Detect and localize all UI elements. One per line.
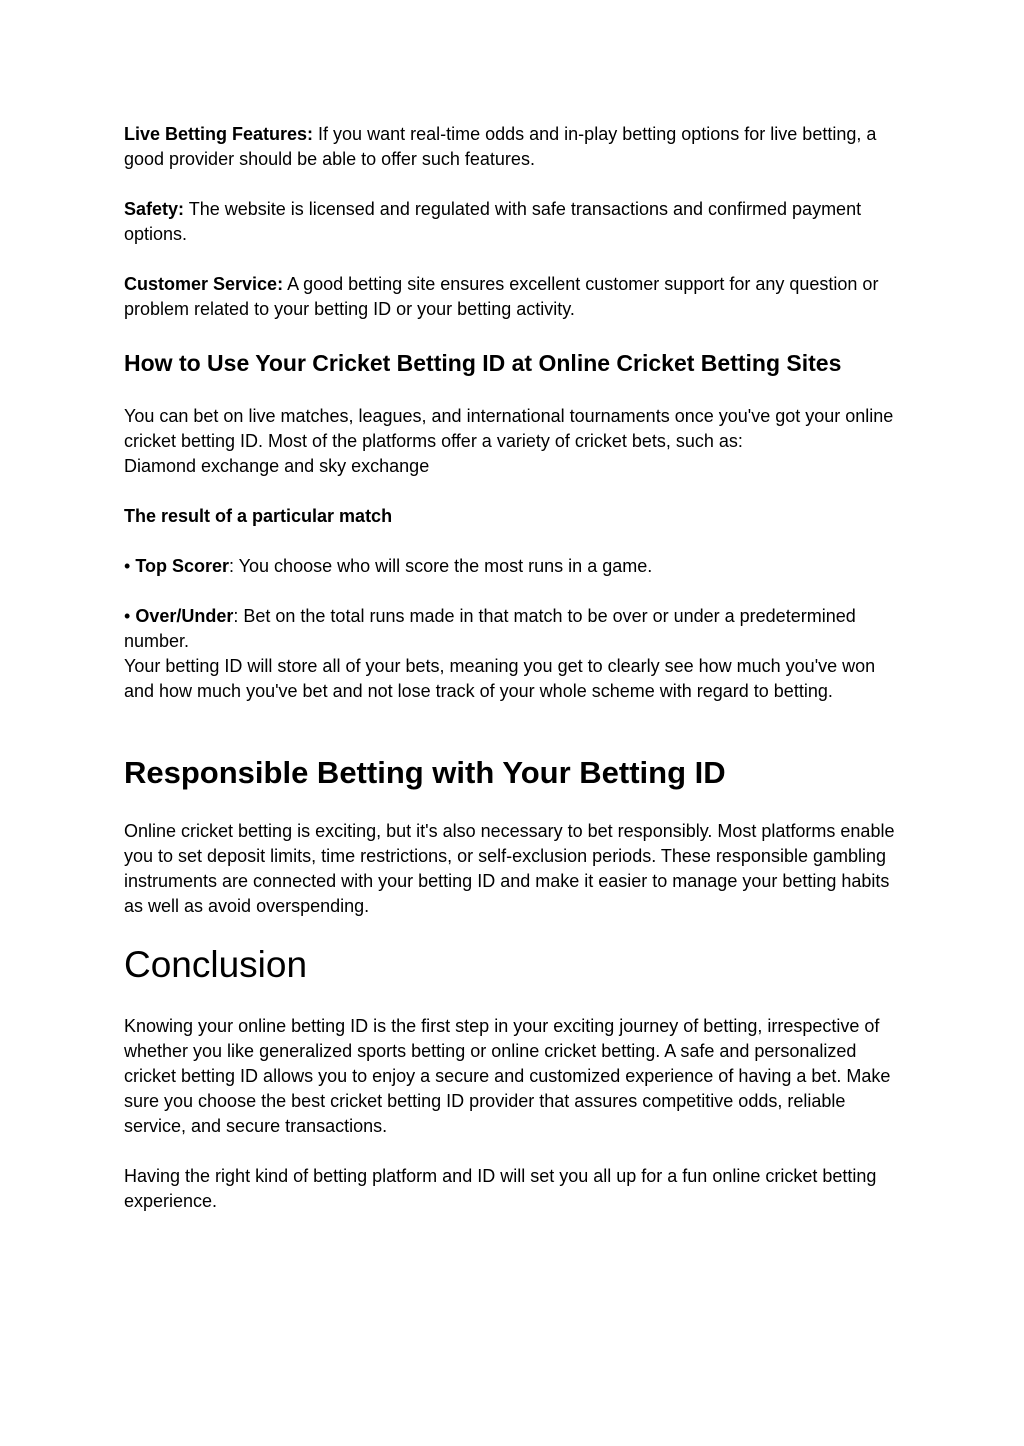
feature-customer-service (124, 272, 904, 322)
how-intro-exchanges: Diamond exchange and sky exchange (124, 456, 430, 476)
how-closing-paragraph: Your betting ID will store all of your bets, meaning you get to clearly see how much you've won and how much you've bet and not lose track of your whole scheme with regard to betting. (124, 656, 876, 701)
how-intro-text: You can bet on live matches, leagues, and international tournaments once you've got your online cricket betting ID. Most of the platforms offer a variety of cricket bets, such as: (124, 406, 894, 451)
how-intro-paragraph (124, 404, 904, 479)
conclusion-paragraph-1: Knowing your online betting ID is the first step in your exciting journey of betting, irrespective of whether you like generalized sports betting or online cricket betting. A safe and personalized cricket betting ID allows you to enjoy a secure and customized experience of having a bet. Make sure you choose the best cricket betting ID provider that assures competitive odds, reliable service, and secure transactions. (124, 1016, 891, 1136)
feature-label: Live Betting Features: (124, 124, 314, 144)
feature-text: If you want real-time odds and in-play betting options for live betting, a good provider should be able to offer such features. (124, 124, 877, 169)
bullet-label: Top Scorer (135, 556, 229, 576)
heading-how-to-use: How to Use Your Cricket Betting ID at Online Cricket Betting Sites (124, 350, 842, 376)
bullet-text: : You choose who will score the most runs in a game. (229, 556, 653, 576)
bullet-label: Over/Under (135, 606, 234, 626)
bullet-over-under (124, 604, 904, 654)
feature-label: Customer Service: (124, 274, 284, 294)
bullet-top-scorer (124, 554, 904, 579)
feature-text: A good betting site ensures excellent customer support for any question or problem related to your betting ID or your betting activity. (124, 274, 879, 319)
responsible-paragraph: Online cricket betting is exciting, but it's also necessary to bet responsibly. Most platforms enable you to set deposit limits, time restrictions, or self-exclusion periods. These responsible gambling instruments are connected with your betting ID and make it easier to manage your betting habits as well as avoid overspending. (124, 821, 895, 916)
bullet-text: : Bet on the total runs made in that match to be over or under a predetermined number. (124, 606, 856, 651)
heading-responsible-betting: Responsible Betting with Your Betting ID (124, 755, 726, 790)
feature-label: Safety: (124, 199, 185, 219)
feature-safety (124, 197, 904, 247)
heading-conclusion: Conclusion (124, 944, 308, 985)
bullet-marker: • (124, 606, 136, 626)
bullet-marker: • (124, 556, 136, 576)
subheading-match-result: The result of a particular match (124, 506, 393, 526)
feature-text: The website is licensed and regulated with safe transactions and confirmed payment options. (124, 199, 862, 244)
feature-live-betting (124, 122, 904, 172)
conclusion-paragraph-2: Having the right kind of betting platform and ID will set you all up for a fun online cricket betting experience. (124, 1166, 877, 1211)
